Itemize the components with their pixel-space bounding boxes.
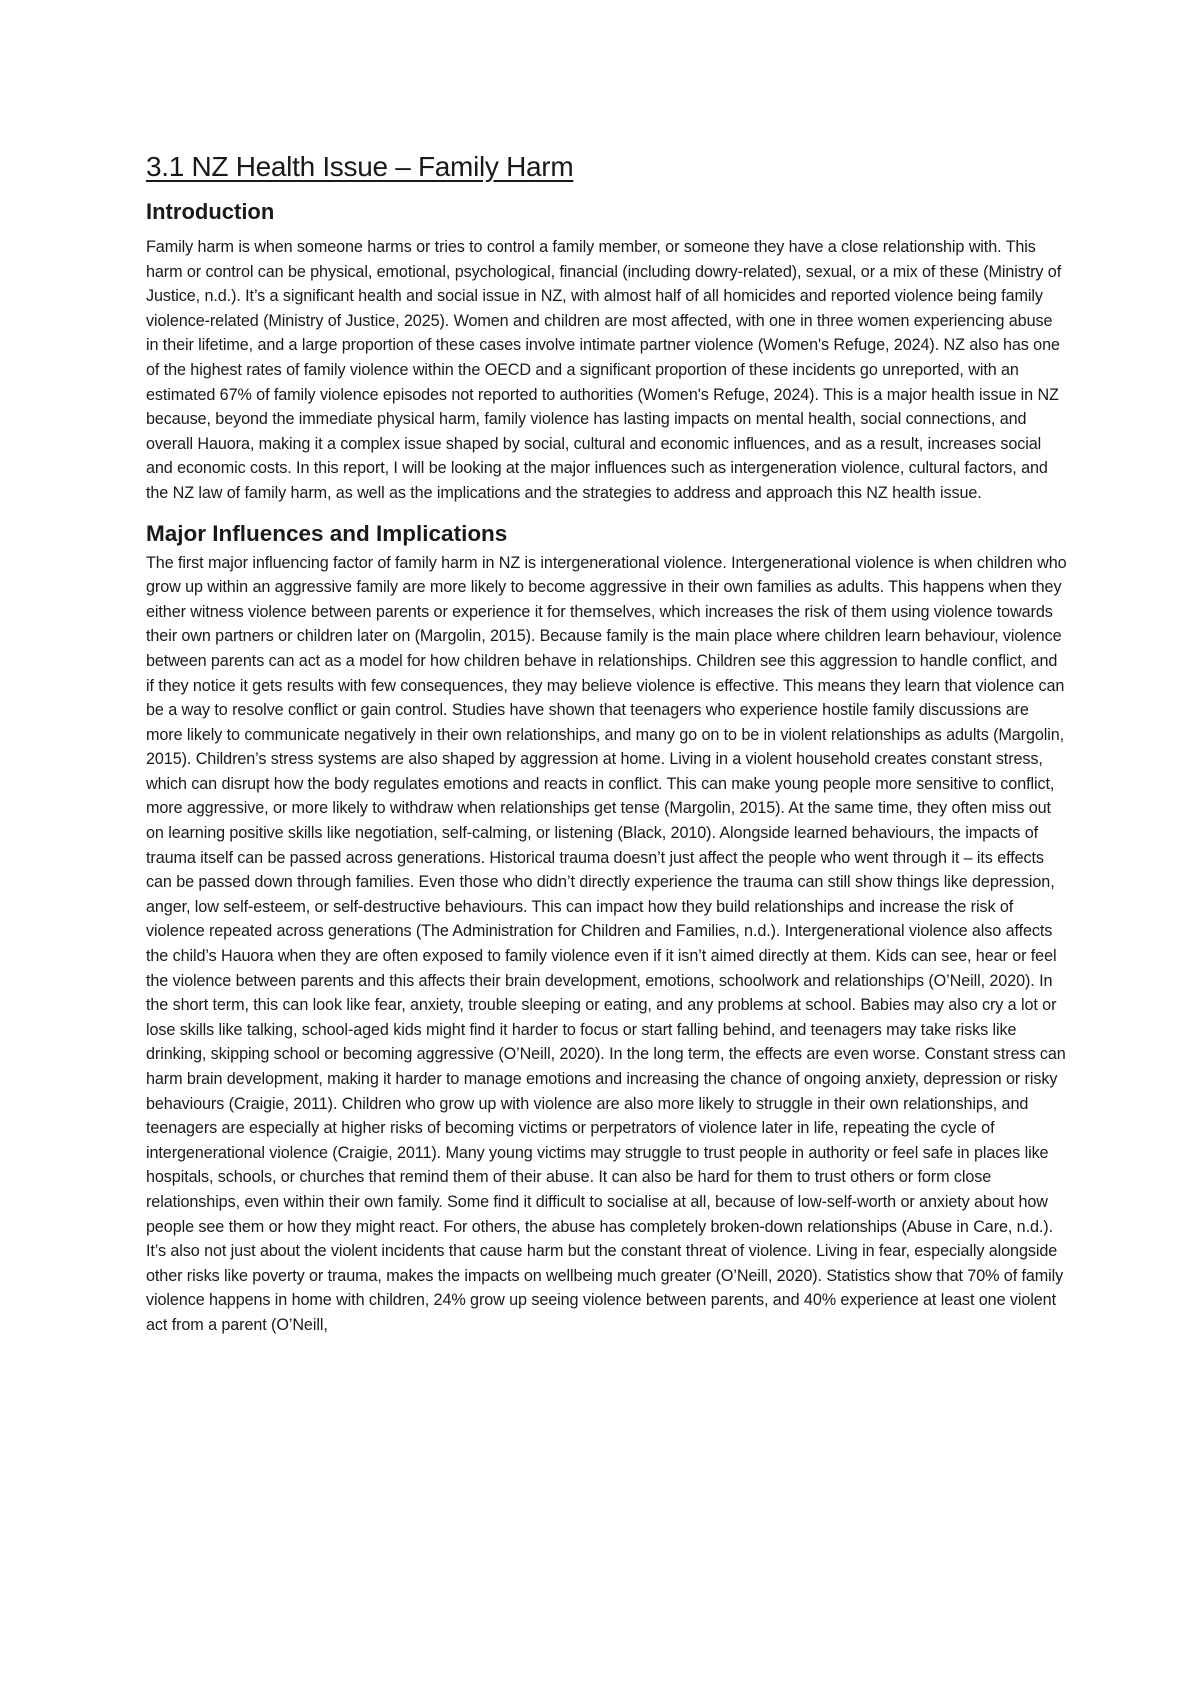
document-title: 3.1 NZ Health Issue – Family Harm — [146, 151, 574, 182]
introduction-paragraph: Family harm is when someone harms or tries to control a family member, or someone they have a close relationship with. This harm or control can be physical, emotional, psychological, financial (including dowry-related), sexual, or a mix of these (Ministry of Justice, n.d.). It’s a significant health and social issue in NZ, with almost half of all homicides and reported violence being family violence-related (Ministry of Justice, 2025). Women and children are most affected, with one in three women experiencing abuse in their lifetime, and a large proportion of these cases involve intimate partner violence (Women's Refuge, 2024). NZ also has one of the highest rates of family violence within the OECD and a significant proportion of these incidents go unreported, with an estimated 67% of family violence episodes not reported to authorities (Women's Refuge, 2024). This is a major health issue in NZ because, beyond the immediate physical harm, family violence has lasting impacts on mental health, social connections, and overall Hauora, making it a complex issue shaped by social, cultural and economic influences, and as a result, increases social and economic costs. In this report, I will be looking at the major influences such as intergeneration violence, cultural factors, and the NZ law of family harm, as well as the implications and the strategies to address and approach this NZ health issue. — [146, 238, 1062, 502]
document-page — [146, 150, 1068, 1338]
section-heading-major-influences: Major Influences and Implications — [146, 520, 508, 546]
section-heading-introduction: Introduction — [146, 199, 275, 224]
major-influences-paragraph: The first major influencing factor of family harm in NZ is intergenerational violence. Intergenerational violence is when children who grow up within an aggressive family are more likely to become aggressive in their own families as adults. This happens when they either witness violence between parents or experience it for themselves, which increases the risk of them using violence towards their own partners or children later on (Margolin, 2015). Because family is the main place where children learn behaviour, violence between parents can act as a model for how children behave in relationships. Children see this aggression to handle conflict, and if they notice it gets results with few consequences, they may believe violence is effective. This means they learn that violence can be a way to resolve conflict or gain control. Studies have shown that teenagers who experience hostile family discussions are more likely to communicate negatively in their own relationships, and many go on to be in violent relationships as adults (Margolin, 2015). Children’s stress systems are also shaped by aggression at home. Living in a violent household creates constant stress, which can disrupt how the body regulates emotions and reacts in conflict. This can make young people more sensitive to conflict, more aggressive, or more likely to withdraw when relationships get tense (Margolin, 2015). At the same time, they often miss out on learning positive skills like negotiation, self-calming, or listening (Black, 2010). Alongside learned behaviours, the impacts of trauma itself can be passed across generations. Historical trauma doesn’t just affect the people who went through it – its effects can be passed down through families. Even those who didn’t directly experience the trauma can still show things like depression, anger, low self-esteem, or self-destructive behaviours. This can impact how they build relationships and increase the risk of violence repeated across generations (The Administration for Children and Families, n.d.). Intergenerational violence also affects the child’s Hauora when they are often exposed to family violence even if it isn’t aimed directly at them. Kids can see, hear or feel the violence between parents and this affects their brain development, emotions, schoolwork and relationships (O’Neill, 2020). In the short term, this can look like fear, anxiety, trouble sleeping or eating, and any problems at school. Babies may also cry a lot or lose skills like talking, school-aged kids might find it harder to focus or start falling behind, and teenagers may take risks like drinking, skipping school or becoming aggressive (O’Neill, 2020). In the long term, the effects are even worse. Constant stress can harm brain development, making it harder to manage emotions and increasing the chance of ongoing anxiety, depression or risky behaviours (Craigie, 2011). Children who grow up with violence are also more likely to struggle in their own relationships, and teenagers are especially at higher risks of becoming victims or perpetrators of violence later in life, repeating the cycle of intergenerational violence (Craigie, 2011). Many young victims may struggle to trust people in authority or feel safe in places like hospitals, schools, or churches that remind them of their abuse. It can also be hard for them to trust others or form close relationships, even within their own family. Some find it difficult to socialise at all, because of low-self-worth or anxiety about how people see them or how they might react. For others, the abuse has completely broken-down relationships (Abuse in Care, n.d.). It’s also not just about the violent incidents that cause harm but the constant threat of violence. Living in fear, especially alongside other risks like poverty or trauma, makes the impacts on wellbeing much greater (O’Neill, 2020). Statistics show that 70% of family violence happens in home with children, 24% grow up seeing violence between parents, and 40% experience at least one violent act from a parent (O’Neill, — [146, 553, 1067, 1334]
